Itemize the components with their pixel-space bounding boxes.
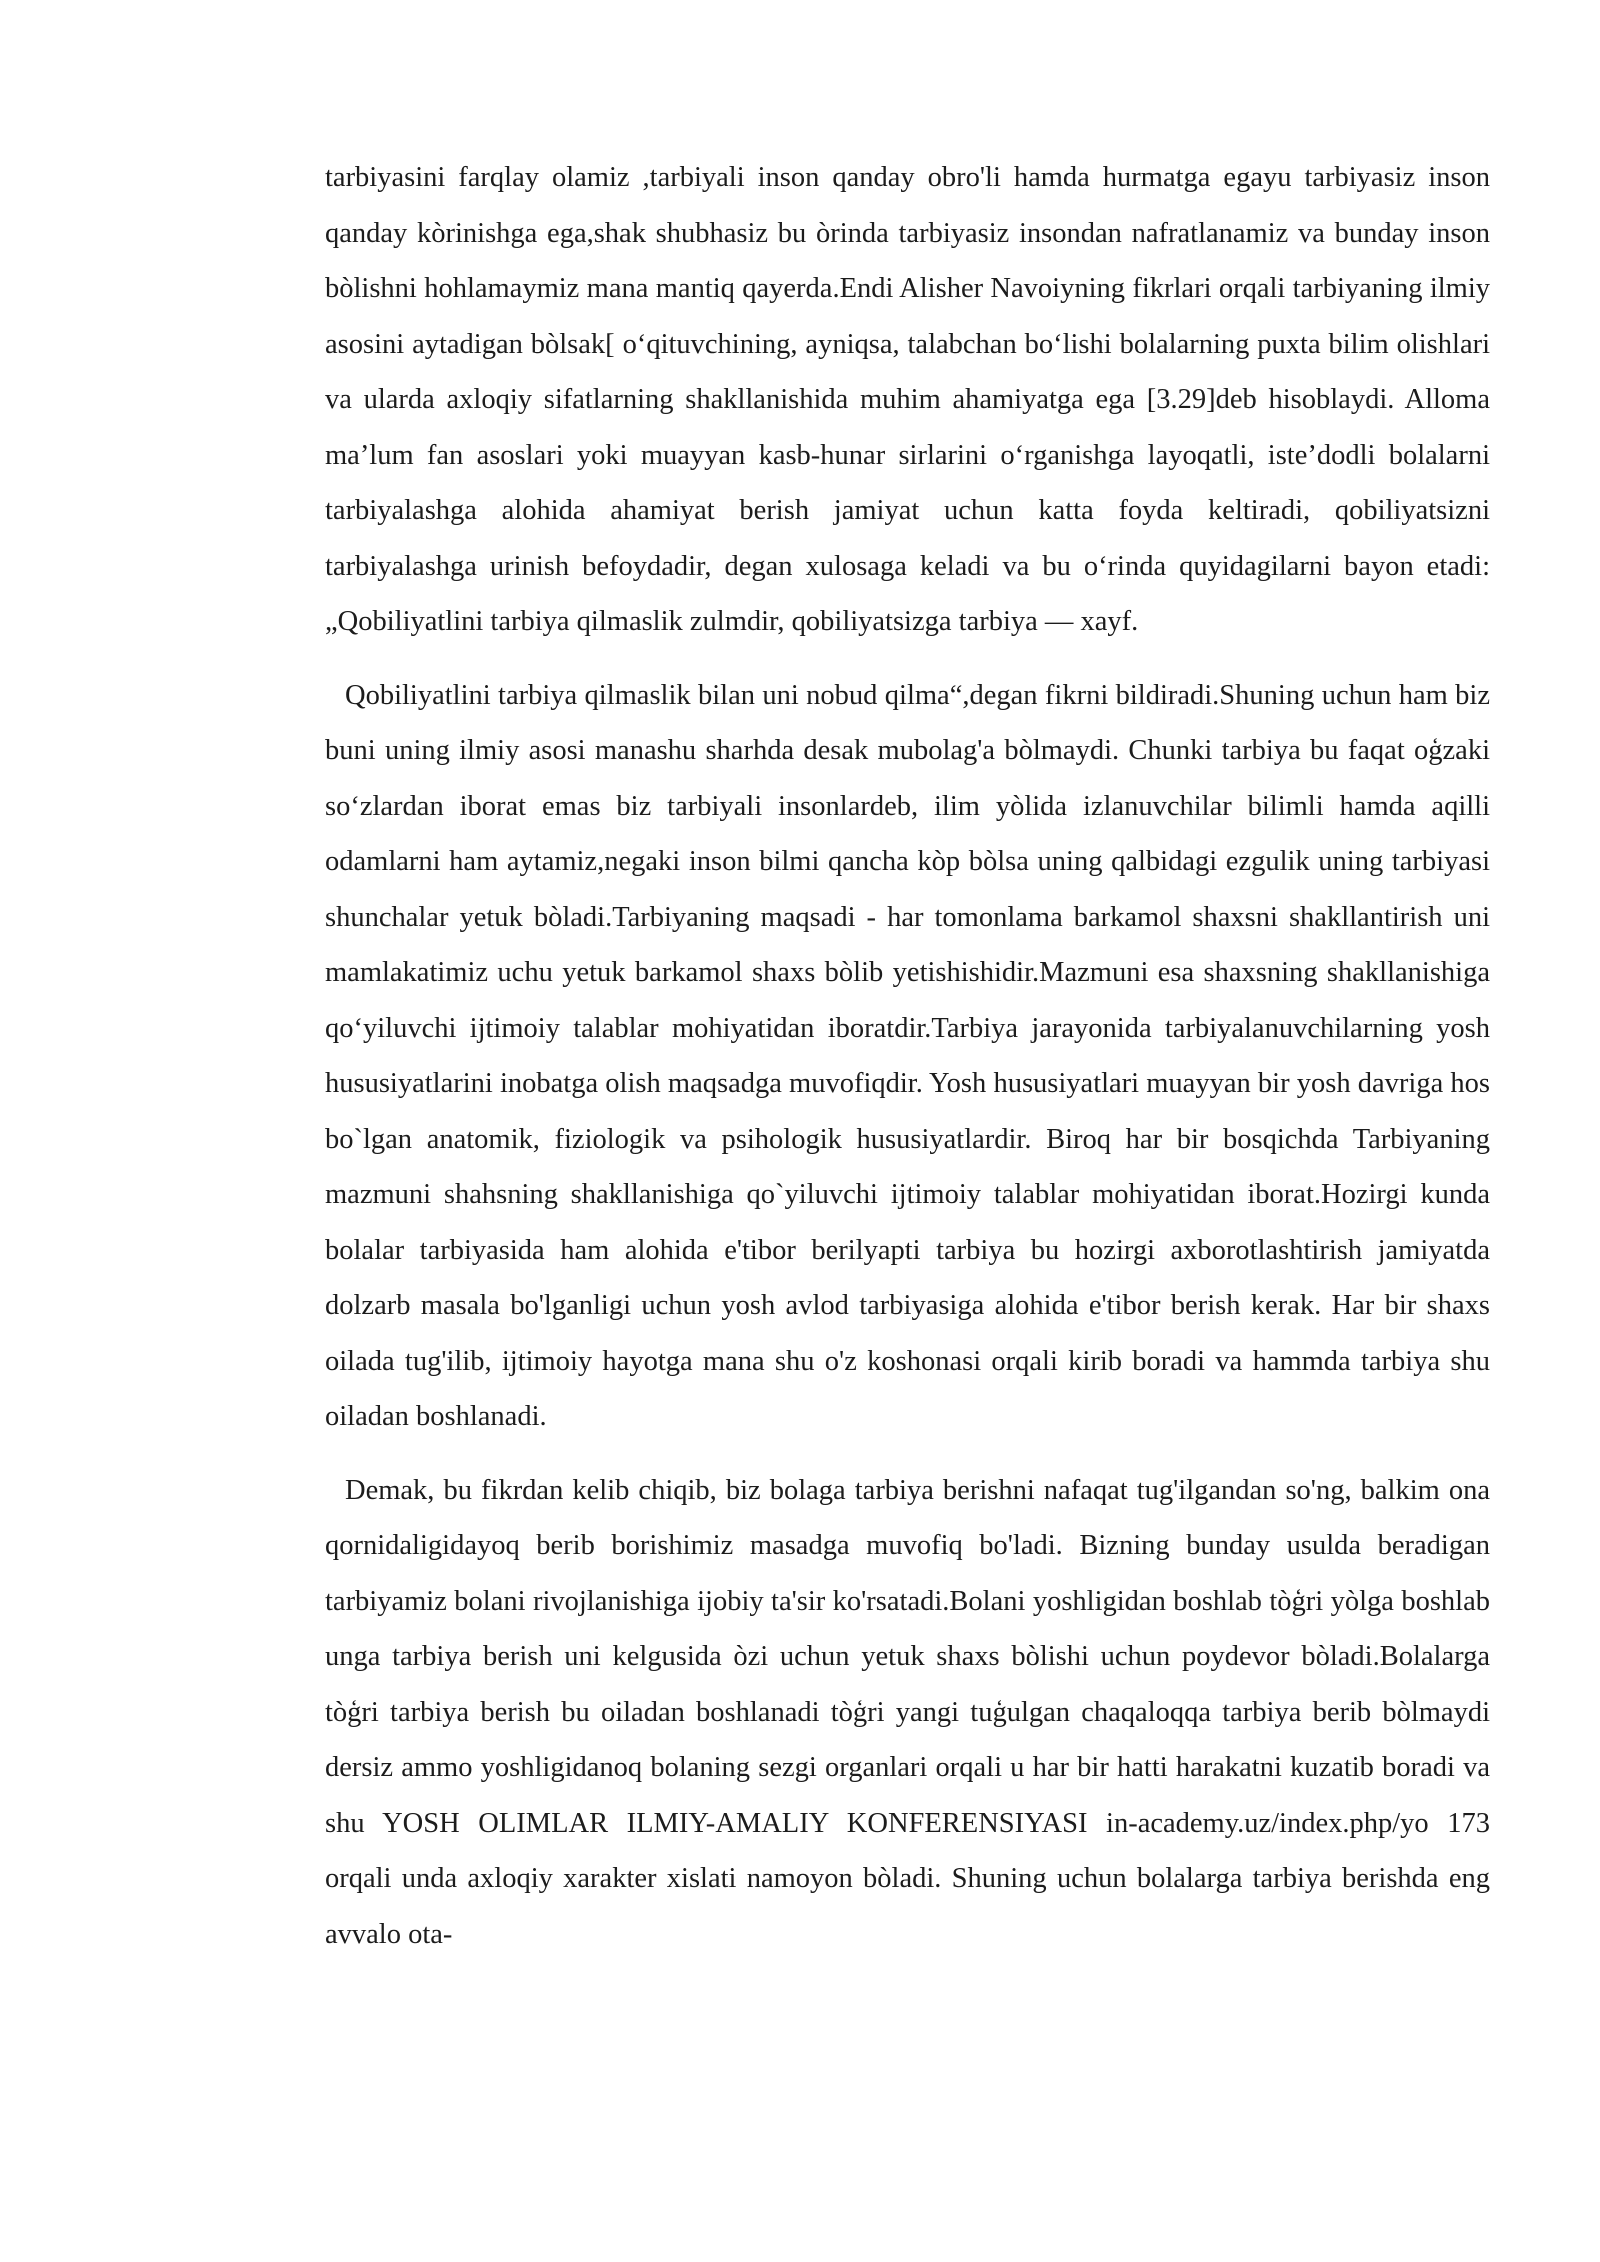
document-body <box>325 150 1490 1962</box>
paragraph-1: tarbiyasini farqlay olamiz ,tarbiyali inson qanday obro'li hamda hurmatga egayu tarbiyasiz inson qanday kòrinishga ega,shak shubhasiz bu òrinda tarbiyasiz insondan nafratlanamiz va bunday inson bòlishni hohlamaymiz mana mantiq qayerda.Endi Alisher Navoiyning fikrlari orqali tarbiyaning ilmiy asosini aytadigan bòlsak[ o‘qituvchining, ayniqsa, talabchan bo‘lishi bolalarning puxta bilim olishlari va ularda axloqiy sifatlarning shakllanishida muhim ahamiyatga ega [3.29]deb hisoblaydi. Alloma ma’lum fan asoslari yoki muayyan kasb-hunar sirlarini o‘rganishga layoqatli, iste’dodli bolalarni tarbiyalashga alohida ahamiyat berish jamiyat uchun katta foyda keltiradi, qobiliyatsizni tarbiyalashga urinish befoydadir, degan xulosaga keladi va bu o‘rinda quyidagilarni bayon etadi: „Qobiliyatlini tarbiya qilmaslik zulmdir, qobiliyatsizga tarbiya — xayf. <box>325 162 1490 637</box>
paragraph-3: Demak, bu fikrdan kelib chiqib, biz bolaga tarbiya berishni nafaqat tug'ilgandan so'ng, balkim ona qornidaligidayoq berib borishimiz masadga muvofiq bo'ladi. Bizning bunday usulda beradigan tarbiyamiz bolani rivojlanishiga ijobiy ta'sir ko'rsatadi.Bolani yoshligidan boshlab tòģri yòlga boshlab unga tarbiya berish uni kelgusida òzi uchun yetuk shaxs bòlishi uchun poydevor bòladi.Bolalarga tòģri tarbiya berish bu oiladan boshlanadi tòģri yangi tuģulgan chaqaloqqa tarbiya berib bòlmaydi dersiz ammo yoshligidanoq bolaning sezgi organlari orqali u har bir hatti harakatni kuzatib boradi va shu YOSH OLIMLAR ILMIY-AMALIY KONFERENSIYASI in-academy.uz/index.php/yo 173 orqali unda axloqiy xarakter xislati namoyon bòladi. Shuning uchun bolalarga tarbiya berishda eng avvalo ota- <box>325 1474 1490 1950</box>
paragraph-2: Qobiliyatlini tarbiya qilmaslik bilan uni nobud qilma“,degan fikrni bildiradi.Shuning uchun ham biz buni uning ilmiy asosi manashu sharhda desak mubolag'a bòlmaydi. Chunki tarbiya bu faqat oģzaki so‘zlardan iborat emas biz tarbiyali insonlardeb, ilim yòlida izlanuvchilar bilimli hamda aqilli odamlarni ham aytamiz,negaki inson bilmi qancha kòp bòlsa uning qalbidagi ezgulik uning tarbiyasi shunchalar yetuk bòladi.Tarbiyaning maqsadi - har tomonlama barkamol shaxsni shakllantirish uni mamlakatimiz uchu yetuk barkamol shaxs bòlib yetishishidir.Mazmuni esa shaxsning shakllanishiga qo‘yiluvchi ijtimoiy talablar mohiyatidan iboratdir.Tarbiya jarayonida tarbiyalanuvchilarning yosh hususiyatlarini inobatga olish maqsadga muvofiqdir. Yosh hususiyatlari muayyan bir yosh davriga hos bo`lgan anatomik, fiziologik va psihologik hususiyatlardir. Biroq har bir bosqichda Tarbiyaning mazmuni shahsning shakllanishiga qo`yiluvchi ijtimoiy talablar mohiyatidan iborat.Hozirgi kunda bolalar tarbiyasida ham alohida e'tibor berilyapti tarbiya bu hozirgi axborotlashtirish jamiyatda dolzarb masala bo'lganligi uchun yosh avlod tarbiyasiga alohida e'tibor berish kerak. Har bir shaxs oilada tug'ilib, ijtimoiy hayotga mana shu o'z koshonasi orqali kirib boradi va hammda tarbiya shu oiladan boshlanadi. <box>325 679 1490 1432</box>
